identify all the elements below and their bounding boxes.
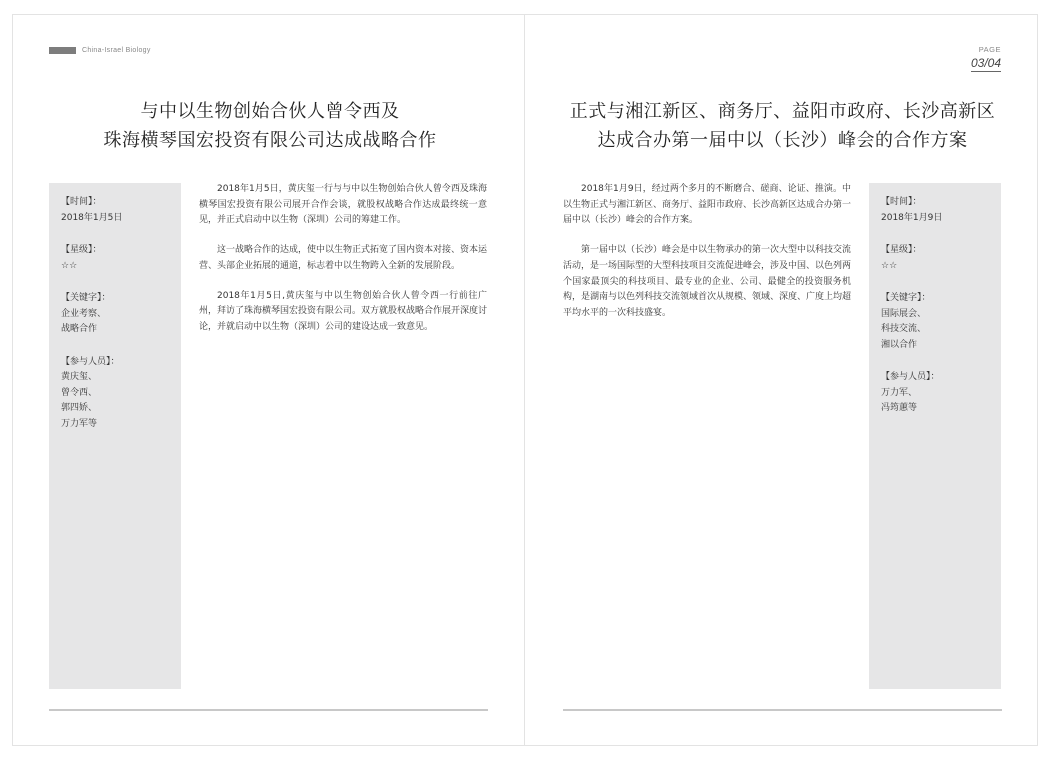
meta-label: 【关键字】： (881, 293, 931, 303)
left-footer-rule (49, 709, 488, 711)
meta-value: 黄庆玺、 (61, 372, 98, 382)
meta-participants (61, 355, 169, 433)
meta-keywords (61, 291, 169, 338)
meta-value: 科技交流、 (881, 324, 927, 334)
paragraph: 2018年1月5日,黄庆玺与中以生物创始合伙人曾令西一行前往广州，拜访了珠海横琴国宏投资有限公司。双方就股权战略合作展开深度讨论，并就启动中以生物（深圳）公司的建设达成一致意见。 (199, 290, 488, 332)
page-number: 03/04 (970, 56, 1001, 70)
meta-label: 【时间】： (61, 197, 102, 207)
page-label: PAGE (978, 45, 1001, 54)
meta-keywords (881, 291, 989, 353)
paragraph: 第一届中以（长沙）峰会是中以生物承办的第一次大型中以科技交流活动，是一场国际型的大型科技项目交流促进峰会，涉及中国、以色列两个国家最顶尖的科技项目、最专业的企业、公司、最健全的投资服务机构，是湖南与以色列科技交流领域首次从规模、领域、深度、广度上均超平均水平的一次科技盛宴。 (563, 245, 852, 318)
meta-value: 万力军、 (881, 387, 918, 398)
meta-value: 企业考察、 (61, 308, 107, 319)
paragraph: 这一战略合作的达成，使中以生物正式拓宽了国内资本对接、资本运营、头部企业拓展的通道，标志着中以生物跨入全新的发展阶段。 (199, 245, 488, 271)
meta-rating (881, 243, 989, 274)
right-meta-sidebar (869, 183, 1001, 689)
meta-time (61, 195, 169, 226)
left-title-line-1: 与中以生物创始合伙人曾令西及 (140, 101, 400, 122)
header-brand: China-Israel Biology (82, 47, 151, 54)
meta-label: 【时间】： (881, 197, 922, 207)
header-bar-mark (49, 47, 76, 54)
meta-value: 2018年1月9日 (881, 212, 943, 223)
meta-value: 2018年1月5日 (61, 212, 123, 223)
left-meta-sidebar (49, 183, 181, 689)
meta-label: 【星级】： (61, 245, 102, 255)
meta-time (881, 195, 989, 226)
right-article-title (545, 97, 1020, 155)
meta-participants (881, 370, 989, 417)
meta-value: 万力军等 (61, 418, 98, 429)
star-rating: ☆☆ (61, 260, 78, 271)
page-gutter (524, 14, 525, 746)
meta-label: 【参与人员】： (61, 356, 120, 367)
left-article-body (199, 182, 487, 350)
star-rating: ☆☆ (881, 260, 898, 271)
running-header (49, 47, 151, 54)
meta-value: 冯筠蕙等 (881, 403, 918, 413)
paragraph: 2018年1月9日，经过两个多月的不断磨合、磋商、论证、推演。中以生物正式与湘江新区、商务厅、益阳市政府、长沙高新区达成合办第一届中以（长沙）峰会的合作方案。 (563, 184, 852, 226)
meta-value: 国际展会、 (881, 308, 927, 319)
right-footer-rule (563, 709, 1002, 711)
meta-value: 曾令西、 (61, 387, 98, 398)
right-title-line-2: 达成合办第一届中以（长沙）峰会的合作方案 (597, 130, 968, 151)
right-article-body (563, 182, 851, 336)
meta-value: 战略合作 (61, 324, 98, 334)
paragraph: 2018年1月5日，黄庆玺一行与与中以生物创始合伙人曾令西及珠海横琴国宏投资有限公司展开合作会谈，就股权战略合作达成最终统一意见，并正式启动中以生物（深圳）公司的筹建工作。 (199, 184, 487, 226)
right-title-line-1: 正式与湘江新区、商务厅、益阳市政府、长沙高新区 (569, 101, 996, 122)
meta-value: 湘以合作 (881, 339, 918, 350)
meta-rating (61, 243, 169, 274)
left-article-title (60, 97, 480, 155)
meta-label: 【关键字】： (61, 293, 111, 303)
meta-label: 【星级】： (881, 245, 922, 255)
left-title-line-2: 珠海横琴国宏投资有限公司达成战略合作 (103, 130, 437, 151)
meta-value: 郭四娇、 (61, 403, 98, 413)
meta-label: 【参与人员】： (881, 372, 940, 382)
